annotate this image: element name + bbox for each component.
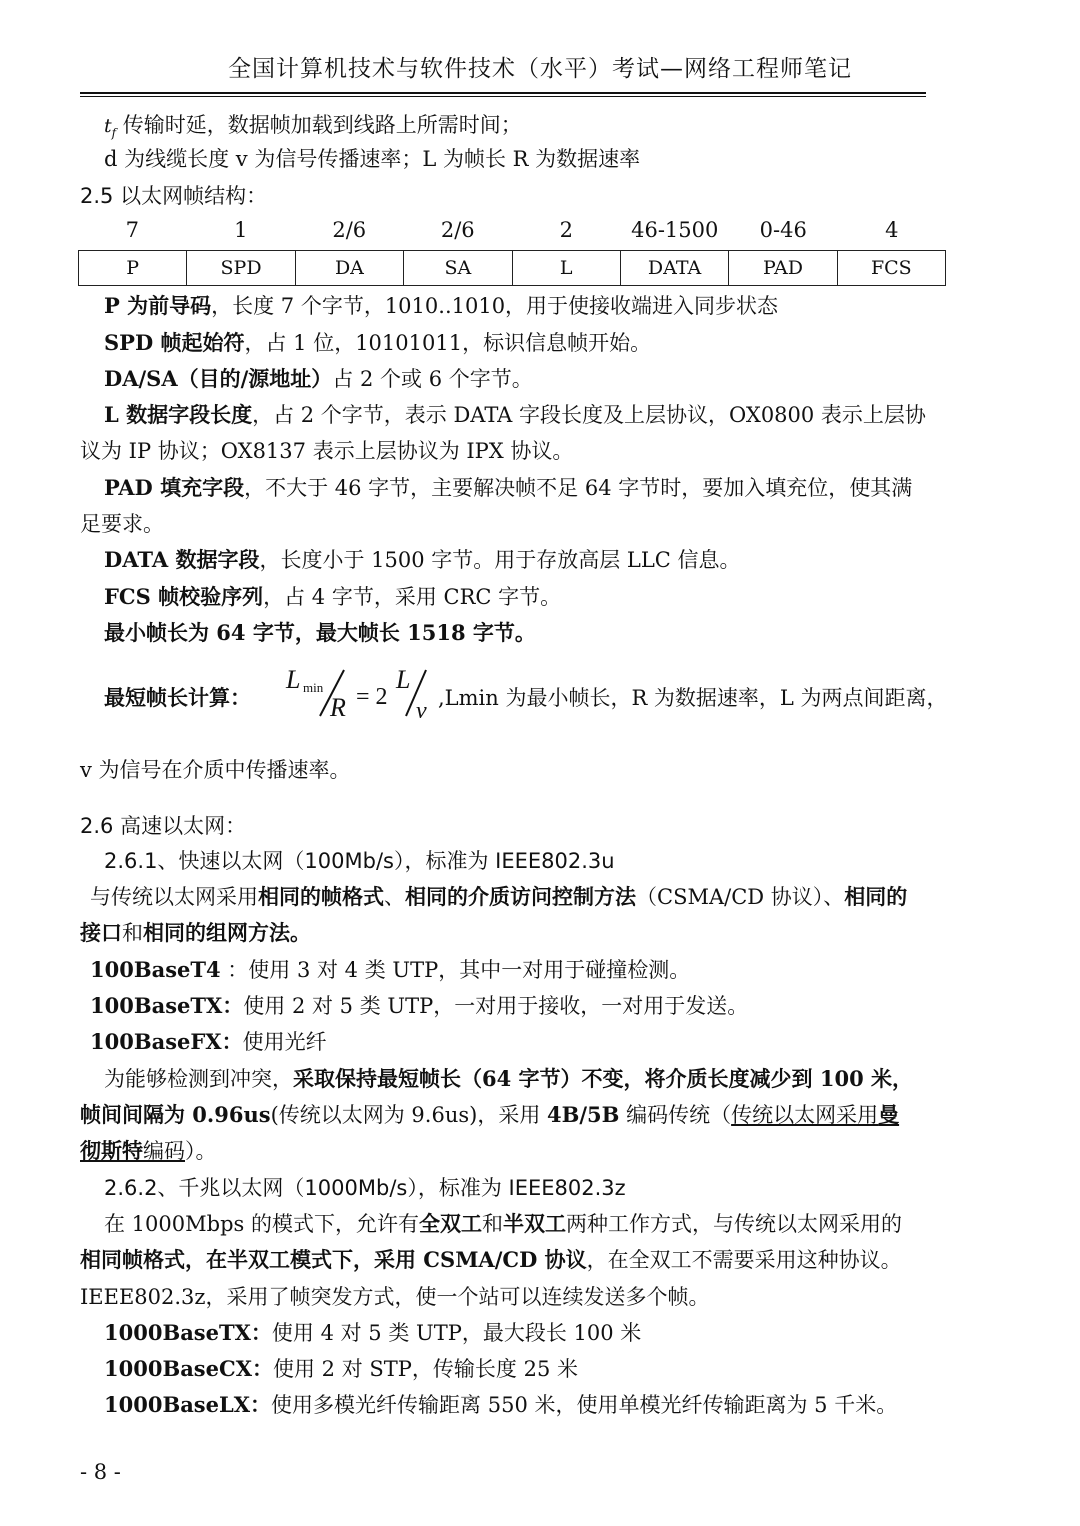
spd-line	[104, 328, 1054, 358]
fast-eth-para-1	[90, 882, 1040, 912]
header-rule-thick	[80, 92, 926, 94]
text-span: 使用 2 对 5 类 UTP，一对用于接收，一对用于发送。	[243, 994, 749, 1018]
frame-field: SA	[404, 251, 512, 286]
100basefx-line	[90, 1027, 1040, 1057]
text-span: 在 1000Mbps 的模式下，允许有	[104, 1212, 419, 1236]
formula-min: min	[303, 680, 324, 695]
formula-r: R	[330, 693, 346, 722]
text-span: 相同的介质访问控制方法	[405, 884, 636, 909]
text-span: 和	[122, 921, 143, 945]
frame-size: 0-46	[759, 218, 807, 242]
text-span: 100BaseTX：	[90, 993, 244, 1018]
text-span: 曼	[878, 1102, 900, 1127]
frame-size: 2	[559, 218, 573, 242]
gigabit-para-1	[104, 1209, 1054, 1239]
page-number: - 8 -	[80, 1460, 121, 1484]
100baset4-line	[90, 955, 1040, 985]
text-span: （CSMA/CD 协议）、	[636, 885, 845, 909]
text-span: 4B/5B	[547, 1102, 620, 1127]
gigabit-para-3: IEEE802.3z，采用了帧突发方式，使一个站可以连续发送多个帧。	[80, 1285, 710, 1309]
frame-field: DA	[295, 251, 403, 286]
frame-size: 2/6	[440, 218, 475, 242]
text-span: 、	[384, 885, 405, 909]
text-span: 和	[481, 1212, 503, 1236]
min-max-frame-line: 最小帧长为 64 字节，最大帧长 1518 字节。	[104, 620, 536, 645]
section-2-6-1-title: 2.6.1、快速以太网（100Mb/s），标准为 IEEE802.3u	[104, 849, 615, 873]
text-span: 1000BaseTX：	[104, 1320, 272, 1345]
text-span: 使用多模光纤传输距离 550 米，使用单模光纤传输距离为 5 千米。	[271, 1393, 898, 1417]
p-desc: ，长度 7 个字节，1010..1010，用于使接收端进入同步状态	[211, 294, 779, 318]
text-span: 使用 4 对 5 类 UTP，最大段长 100 米	[271, 1321, 642, 1345]
frame-size: 2/6	[332, 218, 367, 242]
text-span: 相同帧格式，在半双工模式下，采用 CSMA/CD 协议	[80, 1247, 587, 1272]
l-desc-1: ，占 2 个字节，表示 DATA 字段长度及上层协议，OX0800 表示上层协	[252, 403, 926, 427]
text-span: 相同的帧格式	[258, 884, 384, 909]
formula-l2: L	[396, 665, 411, 694]
dasa-desc: 占 2 个或 6 个字节。	[332, 367, 533, 391]
frame-field: L	[512, 251, 620, 286]
gigabit-para-2	[80, 1245, 1030, 1275]
text-span: 100BaseT4	[90, 957, 221, 982]
tf-desc: 传输时延，数据帧加载到线路上所需时间；	[122, 113, 522, 137]
text-span: 100BaseFX：	[90, 1029, 243, 1054]
p-line	[104, 291, 1054, 321]
1000baselx-line	[104, 1390, 1054, 1420]
collision-para-2	[80, 1100, 1030, 1130]
data-title: DATA 数据字段	[104, 547, 260, 572]
pad-desc-1: ，不大于 46 字节，主要解决帧不足 64 字节时，要加入填充位，使其满	[244, 476, 913, 500]
frame-field: SPD	[187, 251, 295, 286]
text-span: 采取保持最短帧长（64 字节）不变，将介质长度减少到 100 米，	[293, 1066, 913, 1091]
section-2-6-2-title: 2.6.2、千兆以太网（1000Mb/s），标准为 IEEE802.3z	[104, 1176, 626, 1200]
calc-desc: ,Lmin 为最小帧长，R 为数据速率，L 为两点间距离，	[438, 686, 948, 710]
calc-desc-2: v 为信号在介质中传播速率。	[80, 758, 351, 782]
text-span: 使用 2 对 STP，传输长度 25 米	[273, 1357, 578, 1381]
text-span: 帧间间隔为 0.96us	[80, 1102, 271, 1127]
frame-field-sizes	[78, 218, 946, 242]
pad-line-1	[104, 473, 1054, 503]
frame-field: DATA	[620, 251, 728, 286]
fast-eth-para-2	[80, 918, 1030, 948]
header-rule-thin	[80, 96, 926, 97]
text-span: 1000BaseCX：	[104, 1356, 273, 1381]
text-span: ：使用 3 对 4 类 UTP，其中一对用于碰撞检测。	[220, 958, 691, 982]
pad-line-2: 足要求。	[80, 512, 164, 536]
l-line-2: 议为 IP 协议；OX8137 表示上层协议为 IPX 协议。	[80, 439, 574, 463]
text-span: 为能够检测到冲突，	[104, 1067, 293, 1091]
frame-field: P	[79, 251, 187, 286]
data-line	[104, 545, 1054, 575]
text-span: 编码传统（	[619, 1103, 732, 1127]
l-title: L 数据字段长度	[104, 402, 253, 427]
section-2-6-title: 2.6 高速以太网：	[80, 814, 247, 838]
text-span: 传统以太网采用	[731, 1103, 879, 1127]
data-desc: ，长度小于 1500 字节。用于存放高层 LLC 信息。	[259, 548, 741, 572]
page-header: 全国计算机技术与软件技术（水平）考试—网络工程师笔记	[228, 56, 852, 82]
text-span: ，在全双工不需要采用这种协议。	[586, 1248, 902, 1272]
pad-title: PAD 填充字段	[104, 475, 245, 500]
text-span: 与传统以太网采用	[90, 885, 258, 909]
text-span: 全双工	[418, 1211, 482, 1236]
text-span: 相同的组网方法。	[143, 920, 311, 945]
frame-structure-table	[78, 250, 946, 286]
dasa-title: DA/SA（目的/源地址）	[104, 366, 333, 391]
tf-line: $t_f$ 传输时延，数据帧加载到线路上所需时间；	[104, 113, 522, 140]
fcs-desc: ，占 4 字节，采用 CRC 字节。	[263, 585, 562, 609]
frame-size: 7	[125, 218, 139, 242]
spd-title: SPD 帧起始符	[104, 330, 245, 355]
text-span: 相同的	[844, 884, 908, 909]
table-row	[79, 251, 946, 286]
min-frame-formula	[280, 664, 440, 724]
1000basecx-line	[104, 1354, 1054, 1384]
text-span: 1000BaseLX：	[104, 1392, 272, 1417]
text-span: 两种工作方式，与传统以太网采用的	[565, 1212, 902, 1236]
collision-para-1	[104, 1064, 1054, 1094]
collision-para-3	[80, 1136, 1030, 1166]
text-span: (传统以太网为 9.6us)，采用	[270, 1103, 547, 1127]
dasa-line	[104, 364, 1054, 394]
l-line-1	[104, 400, 1054, 430]
formula-l: L	[286, 665, 301, 694]
1000basetx-line	[104, 1318, 1054, 1348]
spd-desc: ，占 1 位，10101011，标识信息帧开始。	[244, 331, 652, 355]
fcs-title: FCS 帧校验序列	[104, 584, 264, 609]
fcs-line	[104, 582, 1054, 612]
formula-eq: = 2	[356, 684, 388, 710]
text-span: 彻斯特	[80, 1138, 143, 1163]
100basetx-line	[90, 991, 1040, 1021]
formula-v: v	[416, 698, 427, 724]
frame-field: PAD	[729, 251, 837, 286]
text-span: 接口	[80, 920, 122, 945]
frame-size: 4	[885, 218, 899, 242]
text-span: 半双工	[502, 1211, 566, 1236]
section-2-5-title: 2.5 以太网帧结构：	[80, 184, 268, 208]
vars-line: d 为线缆长度 v 为信号传播速率；L 为帧长 R 为数据速率	[104, 147, 641, 171]
text-span: 编码	[143, 1139, 185, 1163]
text-span: ）。	[185, 1139, 217, 1163]
frame-size: 1	[234, 218, 248, 242]
text-span: 使用光纤	[242, 1030, 327, 1054]
frame-field: FCS	[837, 251, 945, 286]
frame-size: 46-1500	[631, 218, 719, 242]
p-title: P 为前导码	[104, 293, 212, 318]
calc-label: 最短帧长计算：	[104, 685, 251, 710]
